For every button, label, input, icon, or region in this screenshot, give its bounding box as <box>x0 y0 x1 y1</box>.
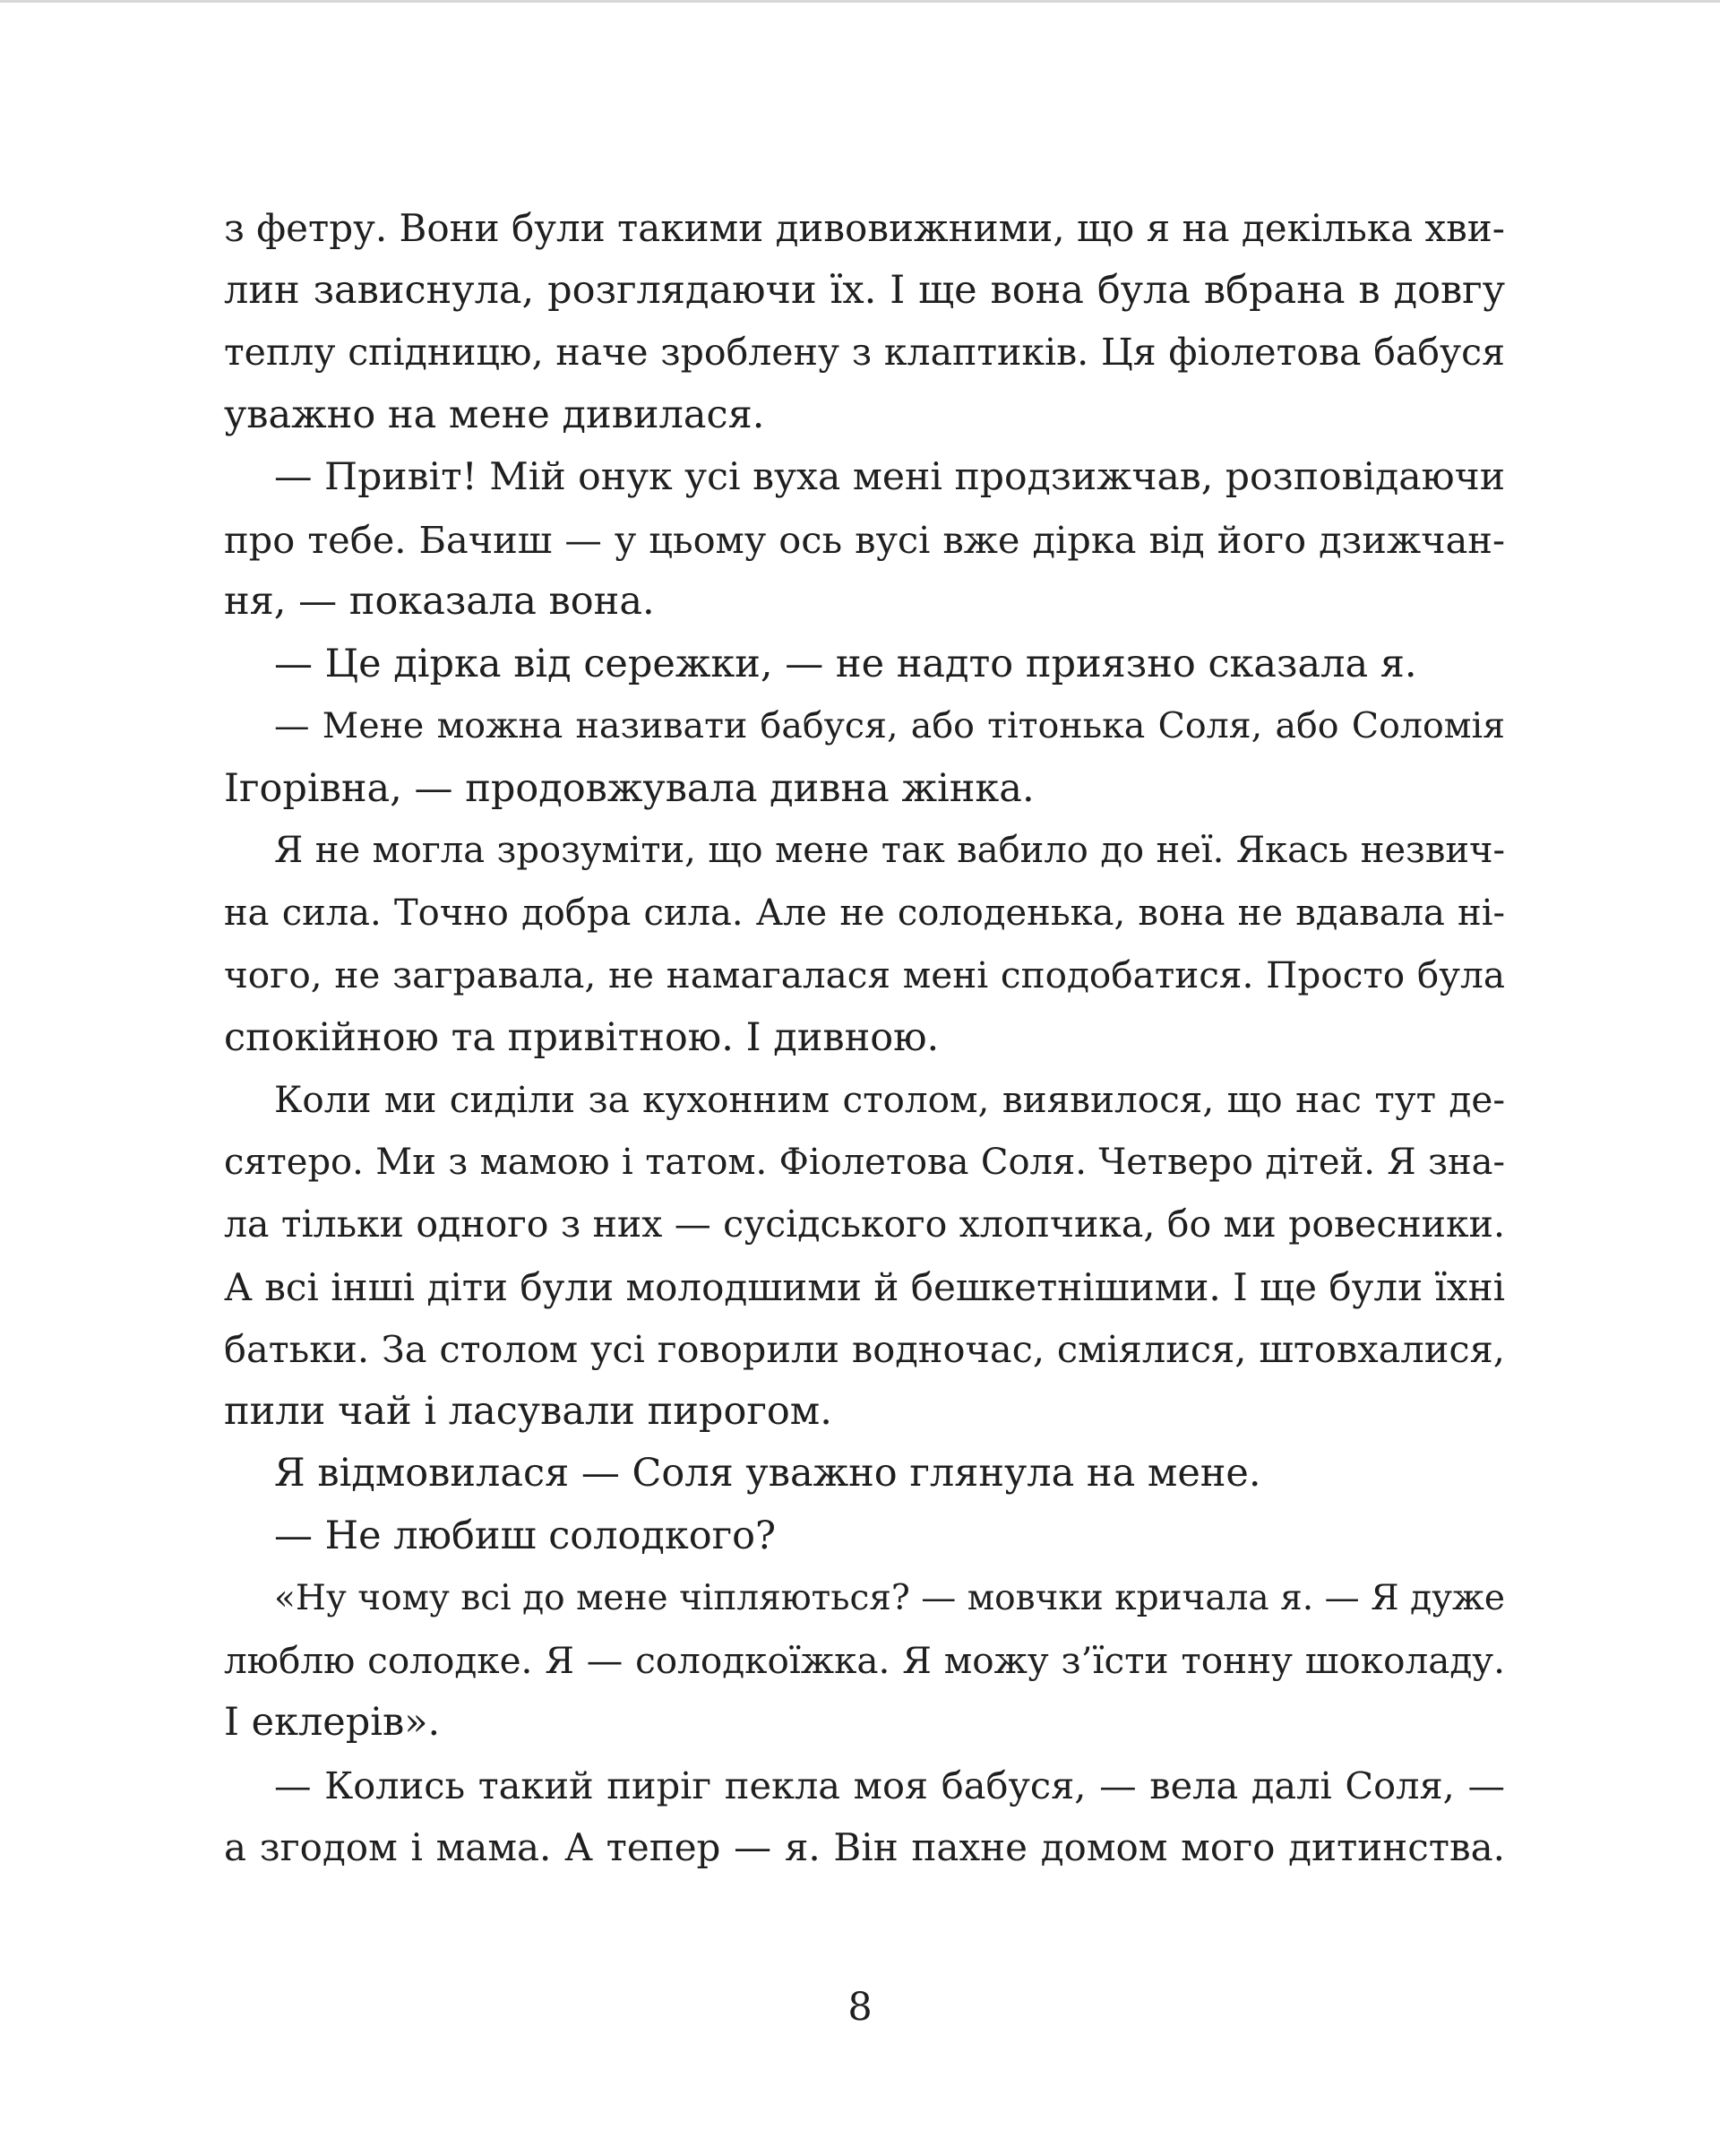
text-line: Я відмовилася — Соля уважно глянула на мене. <box>274 1451 1261 1496</box>
text-line: Ігорівна, — продовжувала дивна жінка. <box>224 765 1035 811</box>
page-top-edge <box>0 0 1720 3</box>
text-line: з фетру. Вони були такими дивовижними, що я на декілька хви- <box>224 206 1505 250</box>
text-line: спокійною та привітною. І дивною. <box>224 1014 940 1060</box>
text-line: про тебе. Бачиш — у цьому ось вусі вже дірка від його дзижчан- <box>224 517 1505 562</box>
body-text <box>224 197 1505 1879</box>
text-line: сятеро. Ми з мамою і татом. Фіолетова Соля. Четверо дітей. Я зна- <box>224 1141 1505 1183</box>
text-line: «Ну чому всі до мене чіпляються? — мовчки кричала я. — Я дуже <box>274 1578 1505 1618</box>
text-line: на сила. Точно добра сила. Але не солоденька, вона не вдавала ні- <box>224 892 1505 934</box>
text-line: ня, — показала вона. <box>224 579 655 624</box>
text-line: — Це дірка від сережки, — не надто приязно сказала я. <box>274 641 1417 686</box>
text-line: — Мене можна називати бабуся, або тітонька Соля, або Соломія <box>274 705 1505 746</box>
text-line: чого, не загравала, не намагалася мені сподобатися. Просто була <box>224 953 1505 996</box>
text-line: теплу спідницю, наче зроблену з клаптиків. Ця фіолетова бабуся <box>224 331 1505 374</box>
text-line: уважно на мене дивилася. <box>224 392 765 437</box>
text-line: пили чай і ласували пирогом. <box>224 1388 832 1434</box>
text-line: люблю солодке. Я — солодкоїжка. Я можу з’їсти тонну шоколаду. <box>224 1638 1505 1682</box>
text-line: батьки. За столом усі говорили водночас, сміялися, штовхалися, <box>224 1327 1505 1371</box>
text-line: — Колись такий пиріг пекла моя бабуся, — вела далі Соля, — <box>274 1763 1505 1807</box>
text-line: Коли ми сиділи за кухонним столом, виявилося, що нас тут де- <box>274 1078 1505 1121</box>
text-line: — Привіт! Мій онук усі вуха мені продзижчав, розповідаючи <box>274 455 1506 499</box>
text-line: — Не любиш солодкого? <box>274 1513 777 1558</box>
text-line: лин зависнула, розглядаючи їх. І ще вона була вбрана в довгу <box>224 267 1505 313</box>
text-line: ла тільки одного з них — сусідського хлопчика, бо ми ровесники. <box>224 1203 1505 1246</box>
page-number: 8 <box>847 1985 873 2030</box>
text-line: А всі інші діти були молодшими й бешкетнішими. І ще були їхні <box>224 1264 1505 1309</box>
text-line: Я не могла зрозуміти, що мене так вабило до неї. Якась незвич- <box>274 830 1505 871</box>
text-line: а згодом і мама. А тепер — я. Він пахне домом мого дитинства. <box>224 1825 1505 1869</box>
text-line: І еклерів». <box>224 1700 441 1745</box>
